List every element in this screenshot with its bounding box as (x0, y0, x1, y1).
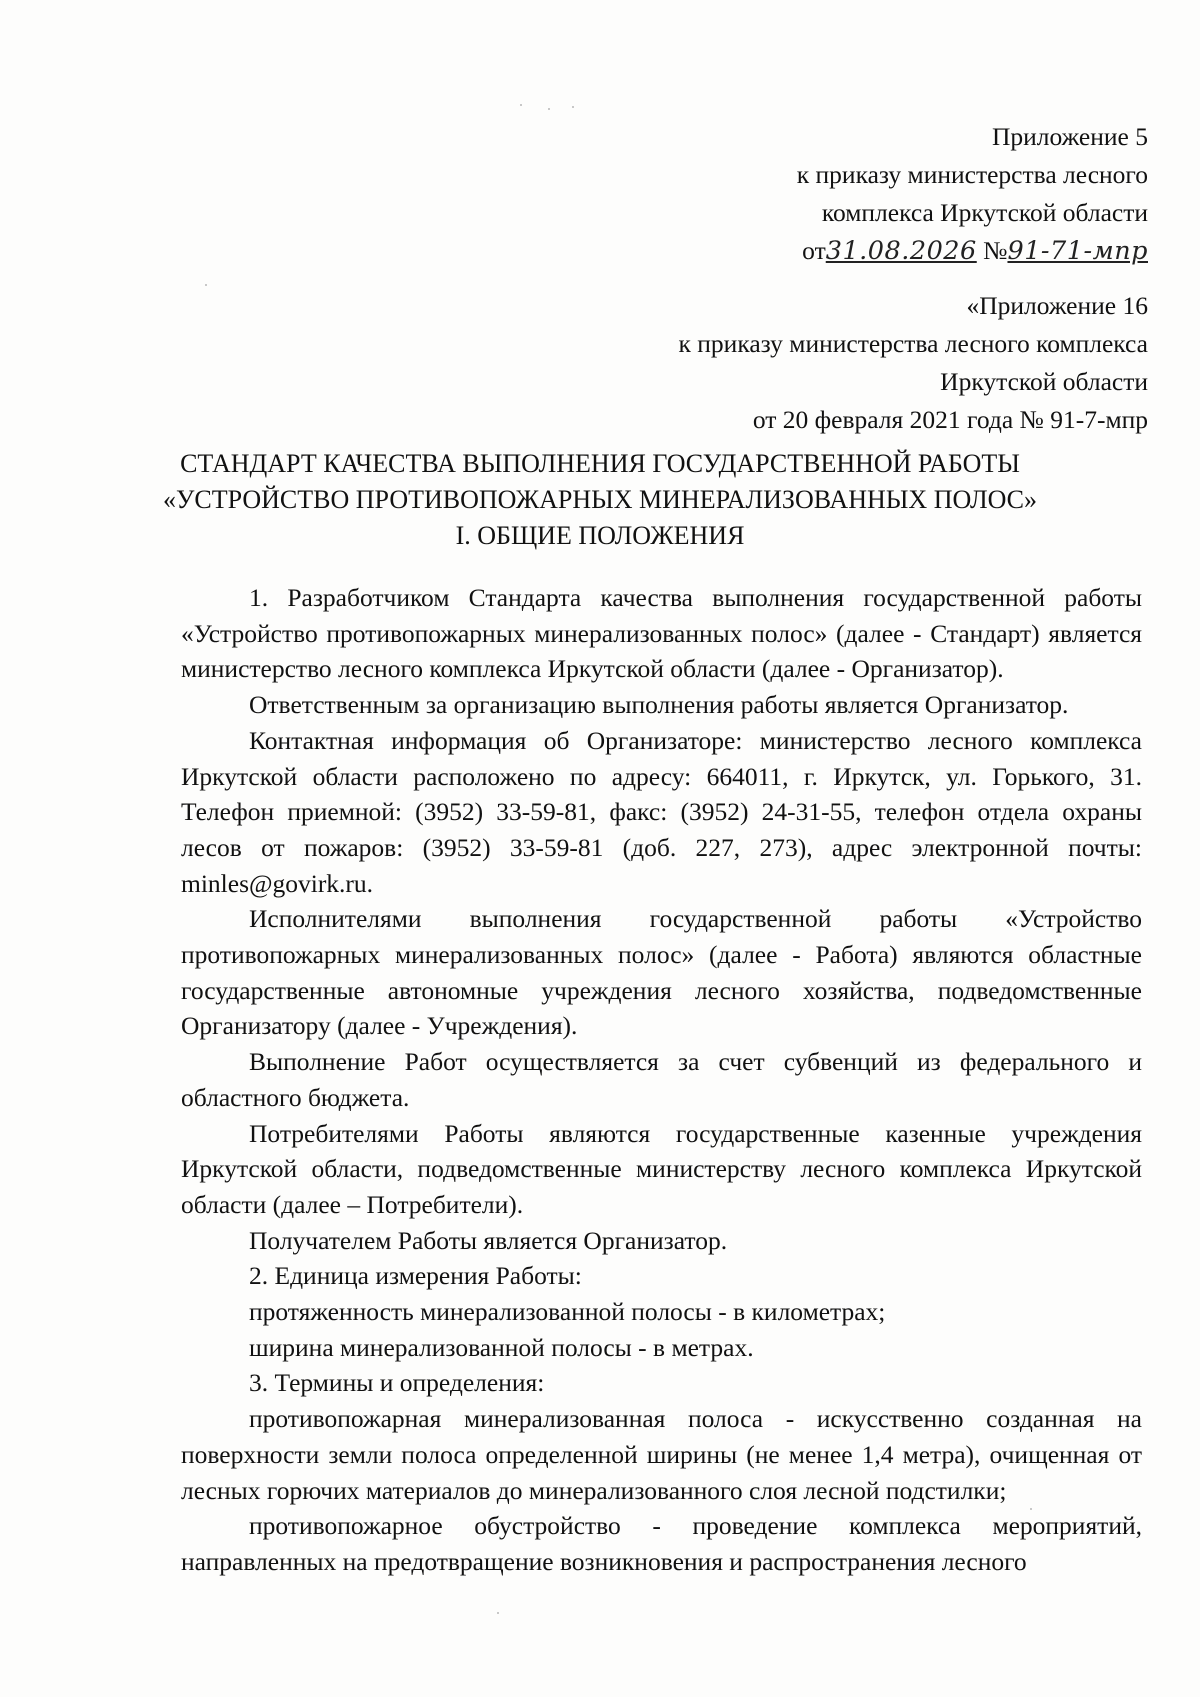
list-item: ширина минерализованной полосы - в метрах. (249, 1332, 754, 1362)
scan-speck (520, 104, 522, 106)
paragraph: Ответственным за организацию выполнения работы является Организатор. (249, 690, 1069, 720)
appendix-reference-line: Иркутской области (940, 367, 1148, 396)
title-line: «УСТРОЙСТВО ПРОТИВОПОЖАРНЫХ МИНЕРАЛИЗОВАННЫХ ПОЛОС» (162, 485, 1038, 514)
number-prefix: № (983, 236, 1008, 265)
order-date-number-line (797, 232, 1148, 270)
scan-speck (1030, 1508, 1032, 1510)
paragraph: 3. Термины и определения: (249, 1368, 545, 1398)
handwritten-order-number: 91-71-мпр (1007, 236, 1148, 266)
appendix-reference-line: к приказу министерства лесного комплекса (678, 329, 1148, 358)
appendix-number: Приложение 5 (992, 122, 1148, 151)
definition-paragraph: противопожарное обустройство - проведение комплекса мероприятий, направленных на предотвращение возникновения и распространения лесного (181, 1511, 1142, 1576)
appendix-reference-line: к приказу министерства лесного (796, 160, 1148, 189)
date-prefix: от (802, 236, 826, 265)
definition-paragraph: противопожарная минерализованная полоса - искусственно созданная на поверхности земли полоса определенной ширины (не менее 1,4 метра), очищенная от лесных горючих материалов до минерализованного слоя лесной подстилки; (181, 1404, 1142, 1505)
paragraph: Контактная информация об Организаторе: министерство лесного комплекса Иркутской области расположено по адресу: 664011, г. Иркутск, ул. Горького, 31. Телефон приемной: (3952) 33-59-81, факс: (3952) 24-31-55, телефон отдела охраны лесов от пожаров: (3952) 33-59-81 (доб. 227, 273), адрес электронной почты: minles@govirk.ru. (181, 725, 1142, 898)
paragraph: Выполнение Работ осуществляется за счет субвенций из федерального и областного бюджета. (181, 1047, 1142, 1112)
scan-speck (497, 1612, 499, 1614)
section-heading: I. ОБЩИЕ ПОЛОЖЕНИЯ (455, 521, 745, 550)
scan-speck (572, 106, 574, 108)
paragraph: Получателем Работы является Организатор. (249, 1225, 728, 1255)
paragraph: 2. Единица измерения Работы: (249, 1261, 582, 1291)
scan-speck (205, 284, 207, 286)
document-title (150, 446, 1050, 518)
paragraph: Исполнителями выполнения государственной работы «Устройство противопожарных минерализованных полос» (далее - Работа) являются областные государственные автономные учреждения лесного хозяйства, подведомственные Организатору (далее - Учреждения). (181, 904, 1142, 1041)
list-item: протяженность минерализованной полосы - в километрах; (249, 1297, 886, 1327)
order-date-number-line: от 20 февраля 2021 года № 91-7-мпр (752, 405, 1148, 434)
appendix-header-original (679, 287, 1148, 439)
document-body (181, 580, 1142, 1580)
appendix-number: «Приложение 16 (966, 291, 1148, 320)
paragraph: Потребителями Работы являются государственные казенные учреждения Иркутской области, подведомственные министерству лесного комплекса Иркутской области (далее – Потребители). (181, 1118, 1142, 1219)
title-line: СТАНДАРТ КАЧЕСТВА ВЫПОЛНЕНИЯ ГОСУДАРСТВЕННОЙ РАБОТЫ (180, 449, 1020, 478)
handwritten-date: 31.08.2026 (825, 236, 977, 266)
scan-speck (548, 108, 550, 110)
paragraph: 1. Разработчиком Стандарта качества выполнения государственной работы «Устройство противопожарных минерализованных полос» (далее - Стандарт) является министерство лесного комплекса Иркутской области (далее - Организатор). (181, 583, 1142, 684)
appendix-reference-line: комплекса Иркутской области (821, 198, 1148, 227)
appendix-header-current (797, 118, 1148, 270)
